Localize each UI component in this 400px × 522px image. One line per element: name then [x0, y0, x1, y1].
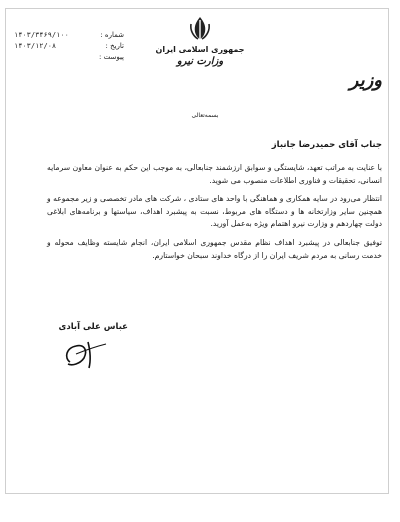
letter-number-row: [14, 30, 124, 41]
letter-paragraph: با عنایت به مراتب تعهد، شایستگی و سوابق ارزشمند جنابعالی، به موجب این حکم به عنوان معاون سرمایه انسانی، تحقیقات و فناوری اطلاعات منصوب می شوید.: [47, 163, 382, 185]
handwritten-signature: [58, 334, 128, 374]
letter-date-row: [14, 41, 124, 52]
ministry-name: وزارت نیرو: [176, 56, 224, 67]
iran-emblem-icon: [185, 14, 215, 44]
minister-title: وزیر: [349, 70, 382, 91]
bismillah-text: بسمه‌تعالی: [191, 112, 219, 119]
signatory-name: عباس علی آبادی: [58, 322, 128, 332]
letter-paragraph: انتظار می‌رود در سایه همکاری و هماهنگی با واحد های ستادی ، شرکت های مادر تخصصی و زیر مجموعه و همچنین سایر وزارتخانه ها و دستگاه های مربوط، نسبت به پیشبرد اهداف، سیاستها و برنامه‌های ابلاغی دولت چهاردهم و وزارت نیرو اهتمام ویژه به‌عمل آورید.: [47, 194, 382, 229]
letter-meta: [14, 30, 124, 63]
republic-name: جمهوری اسلامی ایران: [155, 45, 245, 54]
letter-attachment-row: [14, 52, 124, 63]
letterhead-title: [150, 44, 250, 68]
letter-paragraph: توفیق جنابعالی در پیشبرد اهداف نظام مقدس جمهوری اسلامی ایران، انجام شایسته وظایف محوله و خدمت رسانی به مردم شریف ایران را از درگاه خداوند سبحان خواستارم.: [47, 237, 382, 260]
letter-date-label: تاریخ :: [105, 42, 124, 50]
letter-attachment-label: پیوست :: [99, 53, 124, 61]
letter-date-value: ۱۴۰۳/۱۲/۰۸: [14, 42, 57, 50]
recipient-line: جناب آقای حمیدرضا جانباز: [271, 140, 382, 150]
letter-number-label: شماره :: [100, 31, 124, 39]
letter-number-value: ۱۴۰۳/۳۴۶۹/۱۰۰: [14, 31, 69, 39]
letter-body: [47, 162, 382, 268]
